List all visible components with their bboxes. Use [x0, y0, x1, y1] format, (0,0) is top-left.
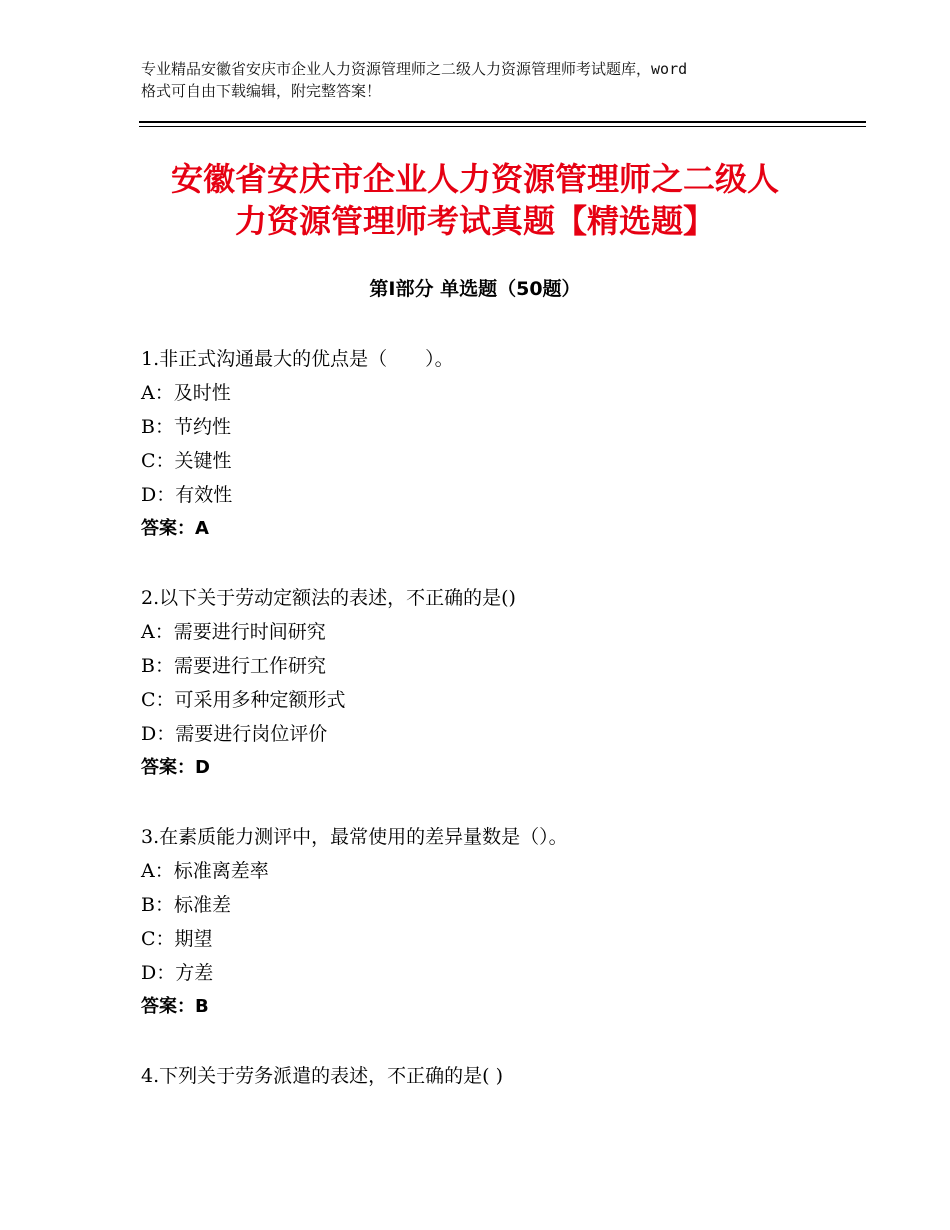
- option-c: C：期望: [141, 928, 213, 950]
- header-note: [141, 58, 821, 102]
- question-2: [141, 581, 861, 785]
- question-1: [141, 342, 861, 546]
- option-b: B：节约性: [141, 416, 231, 438]
- document-title-line-1: 安徽省安庆市企业人力资源管理师之二级人: [170, 160, 779, 198]
- header-divider-thick: [139, 121, 866, 123]
- header-note-line-2: 格式可自由下载编辑，附完整答案！: [141, 82, 382, 100]
- option-b: B：标准差: [141, 894, 231, 916]
- question-stem: 1.非正式沟通最大的优点是（ ）。: [141, 348, 454, 370]
- option-a: A：需要进行时间研究: [141, 621, 326, 643]
- option-a: A：及时性: [141, 382, 231, 404]
- answer: 答案：B: [141, 996, 209, 1017]
- header-note-line-1: 专业精品安徽省安庆市企业人力资源管理师之二级人力资源管理师考试题库，word: [141, 60, 688, 78]
- option-d: D：有效性: [141, 484, 233, 506]
- option-c: C：可采用多种定额形式: [141, 689, 346, 711]
- document-title-line-2: 力资源管理师考试真题【精选题】: [234, 202, 715, 240]
- question-stem: 2.以下关于劳动定额法的表述，不正确的是(): [141, 587, 516, 609]
- option-a: A：标准离差率: [141, 860, 269, 882]
- question-stem: 3.在素质能力测评中，最常使用的差异量数是（）。: [141, 826, 568, 848]
- question-list: [141, 342, 861, 1128]
- option-b: B：需要进行工作研究: [141, 655, 326, 677]
- question-4: [141, 1059, 861, 1093]
- option-c: C：关键性: [141, 450, 232, 472]
- question-stem: 4.下列关于劳务派遣的表述，不正确的是( ): [141, 1065, 503, 1087]
- header-divider-thin: [139, 126, 866, 127]
- answer: 答案：D: [141, 757, 210, 778]
- answer: 答案：A: [141, 518, 209, 539]
- document-title: [100, 158, 850, 242]
- option-d: D：方差: [141, 962, 214, 984]
- option-d: D：需要进行岗位评价: [141, 723, 328, 745]
- question-3: [141, 820, 861, 1024]
- section-title: 第Ⅰ部分 单选题（50题）: [369, 278, 581, 300]
